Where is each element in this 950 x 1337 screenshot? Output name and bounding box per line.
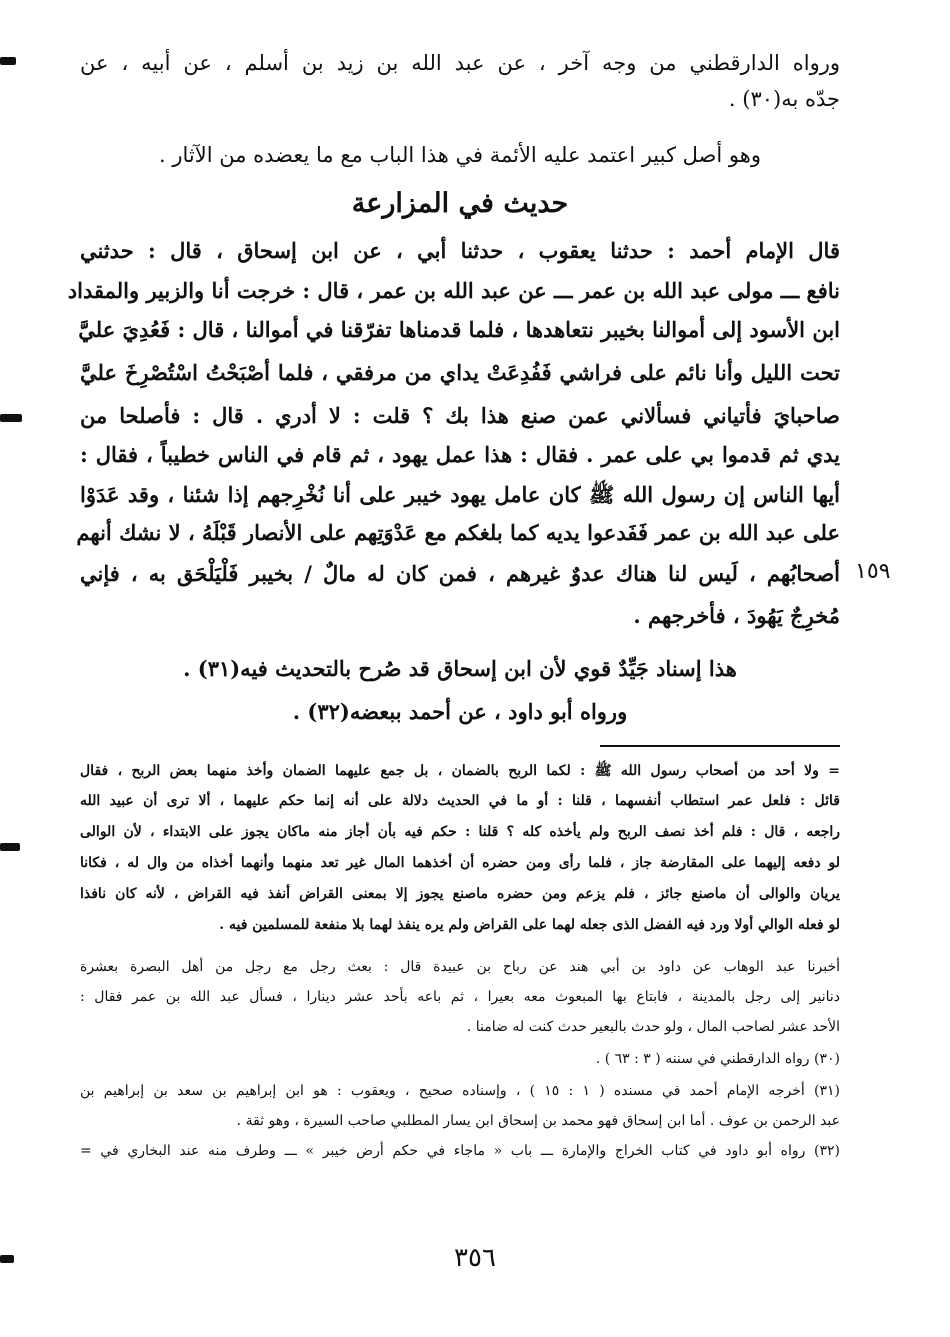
scan-mark-middle — [0, 414, 22, 422]
text-line: وهو أصل كبير اعتمد عليه الأئمة في هذا الباب مع ما يعضده من الآثار . — [159, 143, 761, 167]
footnote-line: عبد الرحمن بن عوف . أما ابن إسحاق فهو محمد بن إسحاق ابن يسار المطلبي صاحب السيرة ، وهو ثقة . — [236, 1113, 840, 1129]
footnote-line: (٣١) أخرجه الإمام أحمد في مسنده ( ١ : ١٥ ) ، وإسناده صحيح ، ويعقوب : هو ابن إبراهيم بن سعد بن إبراهيم بن — [80, 1083, 840, 1099]
footnote-line: لو فعله الوالي أولا ورد فيه الفضل الذى جعله لهما على القراض ولم يره ينفذ لهما بلا منفعة للمسلمين فيه . — [219, 917, 840, 933]
text-line: على عبد الله بن عمر فَفَدعوا يديه كما بلغكم مع عَدْوَتِهم على الأنصار قَبْلَهُ ، لا نشك أنهم — [76, 520, 840, 545]
footnote-divider — [600, 745, 840, 747]
text-line: نافع ـــ مولى عبد الله بن عمر ـــ عن عبد الله بن عمر ، قال : خرجت أنا والزبير والمقداد — [67, 278, 840, 303]
footnote-line: = ولا أحد من أصحاب رسول الله ﷺ : لكما الربح بالضمان ، بل جمع عليهما الضمان وأخذ منهما بعض الربح ، فقال — [80, 763, 840, 779]
text-line: صاحبايَ فأتياني فسألاني عمن صنع هذا بك ؟ قلت : لا أدري . قال : فأصلحا من — [80, 403, 840, 428]
footnote-line: يريان والوالى أن ماصنع جائز ، فلم يزعم ومن حضره ماصنع يجوز إلا بمعنى القراض أنفذ فيه القراض ، لأنه كان نافذا — [80, 886, 840, 902]
footnote-line: لو دفعه إليهما على المقارضة جاز ، فلما رأى ومن حضره أن أخذهما المال غير تعد منهما وأنهما أخذاه من وال له ، فكانا — [80, 855, 840, 871]
margin-page-number: ١٥٩ — [855, 559, 891, 584]
text-line: ورواه الدارقطني من وجه آخر ، عن عبد الله بن زيد بن أسلم ، عن أبيه ، عن — [80, 51, 840, 75]
footnote-line: (٣٢) رواه أبو داود في كتاب الخراج والإمارة ـــ باب « ماجاء في حكم أرض خيبر » ـــ وطرف منه عند البخاري في = — [80, 1143, 841, 1159]
text-line: أصحابُهم ، لَيس لنا هناك عدوٌ غيرهم ، فمن كان له مالٌ / بخيبر فَلْيَلْحَق به ، فإني — [80, 561, 840, 586]
main-text — [67, 0, 840, 724]
footnote-line: راجعه ، قال : فلم أخذ نصف الربح ولم يأخذه كله ؟ قلنا : حكم فيه بأن أجاز منه ماكان يجوز على الابتداء ، لأن الوالى — [80, 824, 840, 840]
footnote-line: (٣٠) رواه الدارقطني في سننه ( ٣ : ٦٣ ) . — [595, 1051, 840, 1067]
footnote-line: قائل : فلعل عمر استطاب أنفسهما ، قلنا : أو ما في الحديث دلالة على أنه إنما حكم عليهما ، ألا ترى أن عبيد الله — [80, 793, 840, 809]
footnotes — [80, 750, 840, 1190]
text-line: أيها الناس إن رسول الله ﷺ كان عامل يهود خيبر على أنا نُخْرِجهم إذا شئنا ، وقد عَدَوْا — [80, 482, 840, 507]
footnote-line: أخبرنا عبد الوهاب عن داود بن أبي هند عن رباح بن عبيدة قال : بعث رجل مع رجل من أهل البصرة بعشرة — [80, 959, 840, 975]
text-line: ورواه أبو داود ، عن أحمد ببعضه(٣٢) . — [292, 699, 628, 724]
text-line: هذا إسناد جَيِّدٌ قوي لأن ابن إسحاق قد صُرح بالتحديث فيه(٣١) . — [183, 656, 737, 681]
text-line: تحت الليل وأنا نائم على فراشي فَفُدِعَتْ يداي من مرفقي ، فلما أصْبَحْتُ اسْتُصْرِخَ عليَّ — [80, 360, 840, 385]
text-line: مُخرِجٌ يَهُودَ ، فأخرجهم . — [633, 603, 840, 628]
text-line: قال الإمام أحمد : حدثنا يعقوب ، حدثنا أبي ، عن ابن إسحاق ، قال : حدثني — [80, 238, 840, 263]
section-heading: حديث في المزارعة — [351, 188, 569, 219]
page-number: ٣٥٦ — [454, 1243, 496, 1273]
text-line: يدي ثم قدموا بي على عمر . فقال : هذا عمل يهود ، ثم قام في الناس خطيباً ، فقال : — [80, 442, 840, 467]
text-line: ابن الأسود إلى أموالنا بخيبر نتعاهدها ، فلما قدمناها تفرّقنا في أموالنا ، قال : فَعُدِيَ عليَّ — [78, 317, 840, 342]
footnote-line: دنانير إلى رجل بالمدينة ، فابتاع بها المبعوث معه بعيرا ، ثم باعه بأحد عشر دينارا ، فسأل عبد الله بن عمر فقال : — [80, 989, 840, 1005]
footnote-line: الأحد عشر لصاحب المال ، ولو حدث بالبعير حدث كنت له ضامنا . — [466, 1019, 840, 1035]
text-line: جدّه به(٣٠) . — [728, 87, 840, 111]
scan-mark-top — [0, 57, 16, 65]
scan-mark-lower — [0, 843, 20, 851]
